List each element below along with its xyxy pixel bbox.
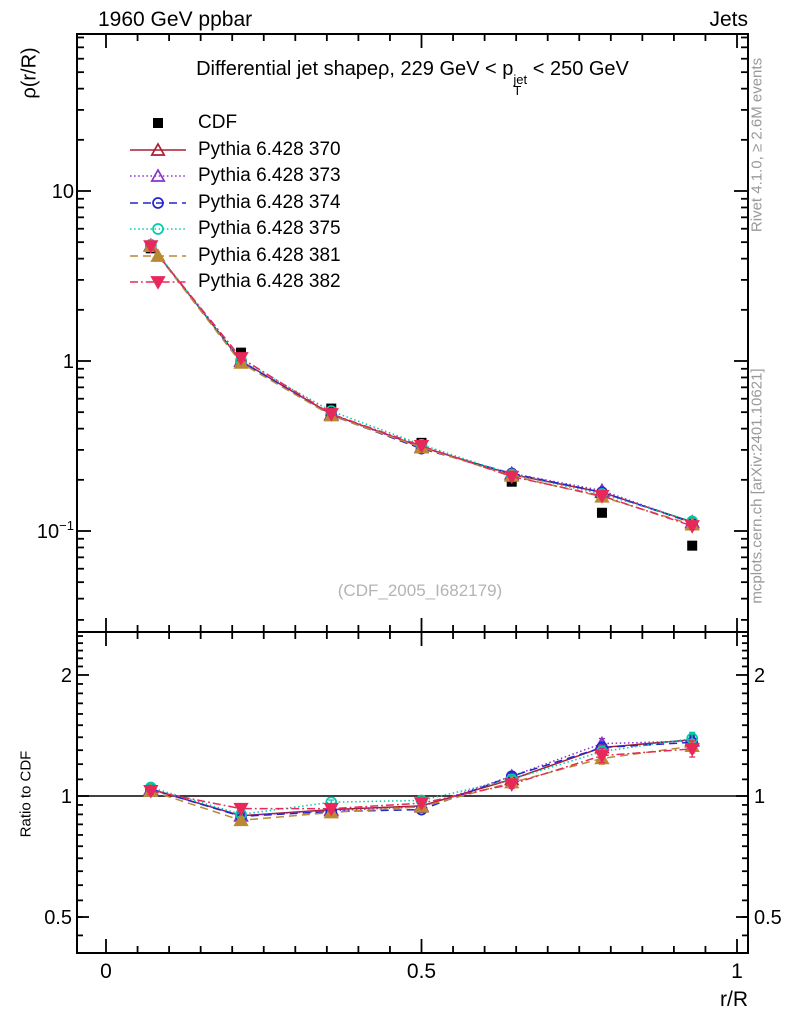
svg-text:10−1: $10^{-1}$: [36, 518, 74, 543]
svg-text:0: 0: [100, 960, 112, 983]
svg-text:1: 1: [754, 786, 766, 808]
header-analysis-label: Jets: [709, 8, 748, 31]
svg-text:0.5: 0.5: [406, 960, 437, 983]
series-370-sample: [128, 141, 188, 159]
mcplots-reference-note: mcplots.cern.ch [arXiv:2401.10621]: [748, 368, 766, 604]
legend-row: [128, 190, 341, 217]
svg-text:0.5: 0.5: [44, 907, 72, 930]
legend: [128, 110, 341, 296]
ratio-y-axis-label: Ratio to CDF: [17, 750, 35, 838]
svg-text:1: 1: [60, 786, 72, 808]
main-y-axis-label: ρ(r/R): [18, 47, 41, 99]
cdf-marker-sample: [128, 114, 188, 132]
mc-series: [145, 241, 699, 815]
legend-row-cdf: [128, 110, 341, 137]
legend-row: [128, 163, 341, 190]
analysis-id-watermark: (CDF_2005_I682179): [337, 581, 503, 600]
legend-row: [128, 216, 341, 243]
series-373-sample: [128, 167, 188, 185]
mc-series: [145, 239, 699, 820]
mc-series: [146, 240, 697, 821]
pt-subscript: T: [513, 83, 522, 98]
legend-row: [128, 137, 341, 164]
mc-series: [146, 240, 697, 820]
pt-jet-stack: [513, 74, 527, 96]
series-375-sample: [128, 220, 188, 238]
x-axis-label: r/R: [720, 988, 748, 1011]
legend-label: Pythia 6.428 370: [198, 138, 341, 160]
svg-text:2: 2: [754, 664, 766, 687]
header-beam-label: 1960 GeV ppbar: [98, 8, 253, 31]
svg-text:1: 1: [62, 351, 74, 373]
rivet-version-note: Rivet 4.1.0, ≥ 2.6M events: [748, 57, 766, 233]
legend-label: Pythia 6.428 375: [198, 218, 341, 240]
series-382-sample: [128, 273, 188, 291]
legend-label-cdf: CDF: [198, 112, 238, 134]
svg-text:1: 1: [731, 960, 743, 983]
svg-text:2: 2: [60, 664, 72, 687]
legend-row: [128, 269, 341, 296]
plot-title: [77, 58, 748, 96]
plot-title-prefix: Differential jet shapeρ, 229 GeV < p: [196, 58, 514, 80]
legend-label: Pythia 6.428 373: [198, 165, 341, 187]
legend-label: Pythia 6.428 381: [198, 244, 341, 266]
series-381-sample: [128, 247, 188, 265]
mc-series: [145, 239, 699, 820]
legend-row: [128, 243, 341, 270]
svg-text:0.5: 0.5: [754, 907, 782, 930]
pt-superscript: jet: [513, 72, 528, 87]
mc-series: [145, 240, 699, 825]
legend-label: Pythia 6.428 382: [198, 271, 341, 293]
legend-label: Pythia 6.428 374: [198, 191, 341, 213]
plot-title-suffix: < 250 GeV: [527, 58, 629, 80]
svg-text:10: 10: [51, 181, 74, 203]
series-374-sample: [128, 194, 188, 212]
